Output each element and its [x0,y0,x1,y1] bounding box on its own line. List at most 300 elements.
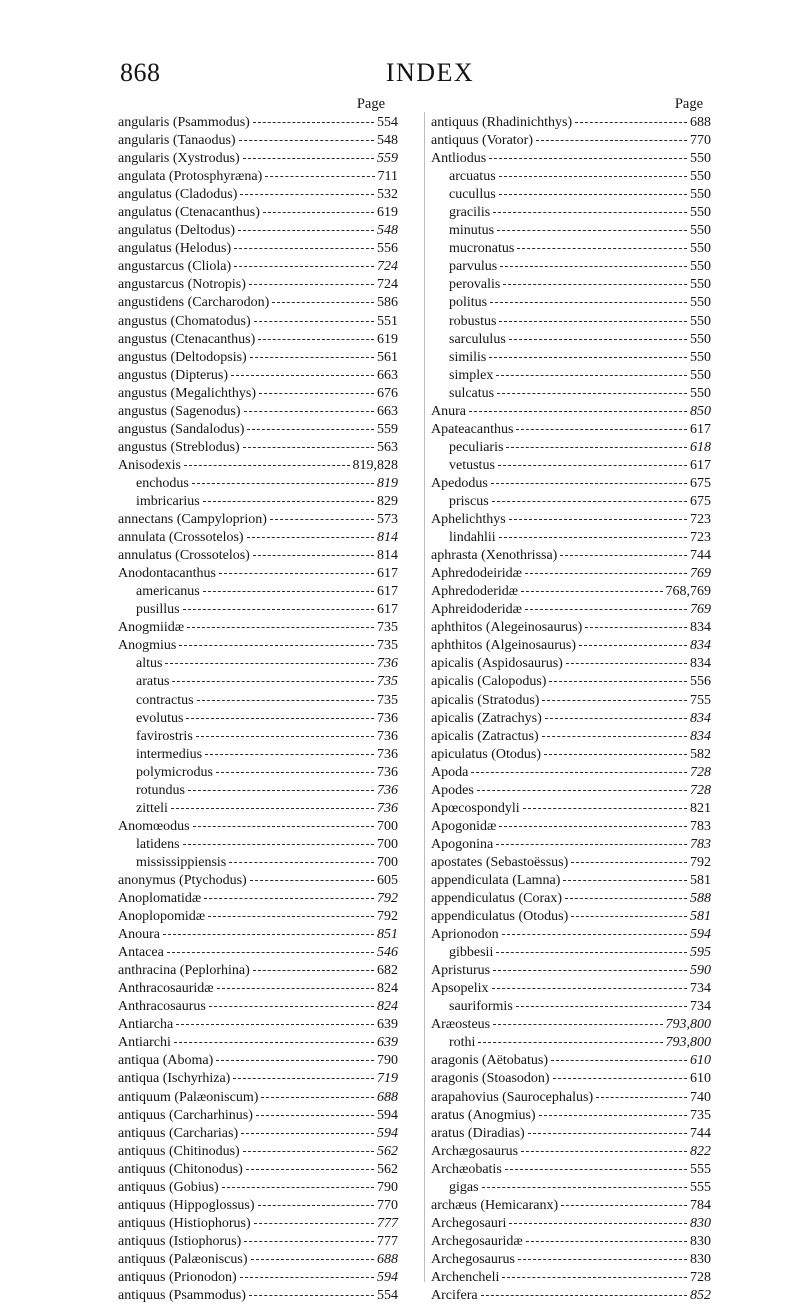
index-entry [431,565,711,583]
index-entry [431,854,711,872]
dot-leader [553,1077,687,1079]
page-title: INDEX [385,58,475,87]
index-page-ref: 770 [377,1197,398,1213]
index-entry [118,818,398,836]
index-page-ref: 605 [377,872,398,888]
index-entry [118,692,398,710]
index-term: angustus (Sagenodus) [118,403,241,419]
index-term: sauriformis [449,999,513,1015]
index-entry [431,944,711,962]
index-page-ref: 755 [690,692,711,708]
index-term: appendiculatus (Corax) [431,891,563,907]
dot-leader [544,753,687,755]
index-term: Apœcospondyli [431,800,520,816]
dot-leader [234,265,374,267]
index-entry [118,114,398,132]
dot-leader [489,157,687,159]
index-page-ref: 555 [690,1179,711,1195]
dot-leader [250,356,374,358]
dot-leader [563,879,687,881]
index-term: simplex [449,367,494,383]
index-page-ref: 550 [690,349,711,365]
index-entry [431,836,711,854]
index-page-ref: 663 [377,403,398,419]
dot-leader [493,211,687,213]
index-page-ref: 550 [690,277,711,293]
dot-leader [500,265,687,267]
index-term: aphrasta (Xenothrissa) [431,548,558,564]
index-page-ref: 834 [690,620,711,636]
index-term: aratus (Anogmius) [431,1107,536,1123]
index-page-ref: 830 [690,1215,711,1231]
index-entry [118,1089,398,1107]
index-entry [431,1179,711,1197]
index-page-ref: 793,800 [665,1035,711,1051]
index-page-ref: 824 [377,999,398,1015]
index-page-ref: 790 [377,1179,398,1195]
index-page-ref: 617 [377,566,398,582]
dot-leader [167,951,374,953]
index-entry [118,331,398,349]
index-page-ref: 834 [690,728,711,744]
index-term: apostates (Sebastoëssus) [431,854,569,870]
index-page-ref: 550 [690,313,711,329]
index-page-ref: 556 [690,674,711,690]
index-page-ref: 792 [377,909,398,925]
index-page-ref: 555 [690,1161,711,1177]
index-term: appendiculata (Lamna) [431,872,561,888]
index-entry [118,511,398,529]
index-term: politus [449,295,488,311]
index-entry [431,926,711,944]
dot-leader [222,1186,374,1188]
dot-leader [241,1132,374,1134]
dot-leader [585,626,687,628]
dot-leader [254,320,374,322]
index-term: zitteli [136,800,168,816]
index-page-ref: 735 [690,1107,711,1123]
index-page-ref: 550 [690,331,711,347]
index-entry [431,637,711,655]
index-term: Archægosaurus [431,1143,519,1159]
index-entry [118,168,398,186]
index-page-ref: 711 [377,169,398,185]
index-page-ref: 814 [377,548,398,564]
dot-leader [489,356,687,358]
index-entry [431,619,711,637]
index-page-ref: 619 [377,205,398,221]
index-page-ref: 550 [690,151,711,167]
index-term: Apodes [431,782,474,798]
index-term: angustarcus (Cliola) [118,259,232,275]
index-entry [118,385,398,403]
index-entry [118,240,398,258]
dot-leader [490,301,687,303]
dot-leader [263,211,374,213]
index-entry [118,601,398,619]
dot-leader [179,644,374,646]
dot-leader [171,807,374,809]
dot-leader [204,897,374,899]
index-page-ref: 821 [690,800,711,816]
index-page-ref: 610 [690,1071,711,1087]
dot-leader [253,121,374,123]
index-page-ref: 852 [690,1288,711,1304]
index-entry [431,385,711,403]
index-term: angulatus (Ctenacanthus) [118,205,260,221]
index-entry [118,962,398,980]
index-entry [118,980,398,998]
index-page-ref: 824 [377,981,398,997]
index-page-ref: 639 [377,1035,398,1051]
dot-leader [176,1023,374,1025]
index-term: antiquus (Chitinodus) [118,1143,240,1159]
index-page-ref: 834 [690,710,711,726]
index-term: antiquus (Rhadinichthys) [431,115,573,130]
index-term: aratus (Diradias) [431,1125,525,1141]
index-page-ref: 588 [690,891,711,907]
index-page-ref: 550 [690,169,711,185]
index-page-ref: 728 [690,782,711,798]
dot-leader [203,500,374,502]
index-entry [431,998,711,1016]
index-page-ref: 559 [377,151,398,167]
index-term: arapahovius (Saurocephalus) [431,1089,594,1105]
dot-leader [244,1240,374,1242]
index-term: robustus [449,313,497,329]
index-term: lindahlii [449,530,496,546]
dot-leader [234,247,374,249]
dot-leader [471,771,687,773]
index-page-ref: 550 [690,241,711,257]
index-entry [431,1070,711,1088]
index-entry [118,132,398,150]
page-number: 868 [120,58,161,87]
index-term: angustus (Megalichthys) [118,385,257,401]
index-entry [431,1287,711,1305]
index-term: rotundus [136,782,185,798]
index-page-ref: 554 [377,1288,398,1304]
index-page-ref: 617 [377,602,398,618]
index-entry [118,746,398,764]
index-entry [118,782,398,800]
dot-leader [196,735,374,737]
dot-leader [187,626,374,628]
index-entry [118,890,398,908]
dot-leader [250,879,374,881]
index-page-ref: 532 [377,187,398,203]
index-term: imbricarius [136,493,200,509]
dot-leader [566,662,687,664]
index-entry [431,475,711,493]
index-entry [118,457,398,475]
index-entry [118,1052,398,1070]
index-entry [431,818,711,836]
dot-leader [536,139,687,141]
index-entry [431,728,711,746]
index-entry [118,1143,398,1161]
index-page-ref: 573 [377,512,398,528]
index-term: angustus (Streblodus) [118,439,240,455]
dot-leader [163,933,374,935]
index-term: aphthitos (Alegeinosaurus) [431,620,583,636]
index-term: Apogonina [431,836,494,852]
index-entry [431,601,711,619]
index-page-ref: 829 [377,493,398,509]
index-entry [118,186,398,204]
index-entry [431,710,711,728]
index-page-ref: 550 [690,205,711,221]
index-page-ref: 550 [690,223,711,239]
index-page-ref: 700 [377,854,398,870]
index-entry [118,1269,398,1287]
index-term: angustus (Chomatodus) [118,313,251,329]
dot-leader [523,807,687,809]
index-page-ref: 550 [690,385,711,401]
index-entry [118,1070,398,1088]
index-term: Anomœodus [118,818,190,834]
index-entry [431,349,711,367]
dot-leader [521,590,662,592]
index-entry [431,782,711,800]
index-page-ref: 736 [377,800,398,816]
index-entry [118,998,398,1016]
index-term: Archencheli [431,1270,500,1285]
index-term: americanus [136,584,200,600]
dot-leader [184,464,350,466]
index-term: Aphreidoderidæ [431,602,522,618]
dot-leader [246,1168,374,1170]
index-entry [431,764,711,782]
index-page-ref: 563 [377,439,398,455]
index-page-ref: 594 [377,1107,398,1123]
index-page-ref: 562 [377,1161,398,1177]
index-entry [118,294,398,312]
right-index-list [431,114,711,1305]
index-page-ref: 793,800 [665,1017,711,1033]
dot-leader [496,951,687,953]
index-page-ref: 790 [377,1053,398,1069]
index-page-ref: 548 [377,133,398,149]
index-entry [431,367,711,385]
index-page-ref: 783 [690,836,711,852]
index-entry [118,403,398,421]
index-entry [118,1287,398,1305]
index-term: Apoda [431,764,469,780]
index-page-ref: 819,828 [352,457,398,473]
index-entry [431,655,711,673]
index-term: gracilis [449,205,491,221]
index-term: Aræosteus [431,1017,491,1033]
index-term: intermedius [136,746,203,762]
index-page-ref: 728 [690,764,711,780]
index-term: priscus [449,493,489,509]
index-term: Anogmiidæ [118,620,185,636]
index-entry [431,403,711,421]
index-term: angularis (Psammodus) [118,115,250,130]
dot-leader [270,518,374,520]
index-page-ref: 688 [377,1251,398,1267]
index-page-ref: 551 [377,313,398,329]
dot-leader [551,1059,687,1061]
index-entry [431,962,711,980]
index-entry [118,547,398,565]
index-entry [431,276,711,294]
index-entry [118,1161,398,1179]
index-entry [431,673,711,691]
index-page-ref: 700 [377,836,398,852]
index-term: antiquus (Vorator) [431,133,533,149]
index-entry [431,168,711,186]
index-term: apiculatus (Otodus) [431,746,542,762]
index-term: apicalis (Calopodus) [431,674,547,690]
dot-leader [517,247,687,249]
index-page-ref: 784 [690,1197,711,1213]
index-entry [431,493,711,511]
index-page-ref: 736 [377,710,398,726]
dot-leader [253,969,374,971]
index-page-ref: 723 [690,512,711,528]
dot-leader [243,157,374,159]
index-term: parvulus [449,259,498,275]
dot-leader [477,789,687,791]
index-page-ref: 744 [690,548,711,564]
dot-leader [265,175,374,177]
dot-leader [525,572,687,574]
index-term: Apsopelix [431,981,489,997]
dot-leader [526,1240,687,1242]
dot-leader [247,428,374,430]
index-page-ref: 581 [690,872,711,888]
index-term: Antacea [118,945,164,961]
index-term: mississippiensis [136,854,227,870]
index-term: evolutus [136,710,184,726]
index-term: Aphredodeiridæ [431,566,522,582]
index-term: Antliodus [431,151,487,167]
index-entry [118,673,398,691]
page-column-label: Page [356,96,385,112]
dot-leader [542,699,687,701]
index-term: Anthracosauridæ [118,981,214,997]
index-entry [431,222,711,240]
dot-leader [259,392,374,394]
index-term: archæus (Hemicaranx) [431,1197,559,1213]
dot-leader [192,482,374,484]
index-entry [431,439,711,457]
index-entry [431,150,711,168]
index-page-ref: 700 [377,818,398,834]
dot-leader [498,464,687,466]
index-term: Apristurus [431,963,491,979]
index-term: minutus [449,223,495,239]
index-term: angustus (Ctenacanthus) [118,331,256,347]
index-entry [431,1016,711,1034]
index-page-ref: 546 [377,945,398,961]
dot-leader [193,825,374,827]
index-entry [118,1251,398,1269]
index-page-ref: 610 [690,1053,711,1069]
index-page-ref: 735 [377,638,398,654]
dot-leader [549,680,687,682]
index-entry [431,132,711,150]
index-entry [431,1233,711,1251]
left-index-list [118,114,398,1305]
index-entry [118,619,398,637]
index-term: Anoplomatidæ [118,891,202,907]
index-page-ref: 617 [690,421,711,437]
dot-leader [571,915,687,917]
index-page-ref: 675 [690,475,711,491]
index-entry [118,222,398,240]
dot-leader [561,1204,687,1206]
index-entry [118,493,398,511]
dot-leader [492,987,687,989]
index-entry [118,1107,398,1125]
dot-leader [571,861,687,863]
index-page-ref: 769 [690,602,711,618]
index-entry [118,204,398,222]
dot-leader [539,1114,687,1116]
dot-leader [205,753,374,755]
index-term: angulata (Protosphyræna) [118,169,263,185]
index-term: apicalis (Aspidosaurus) [431,656,563,672]
dot-leader [575,121,687,123]
index-page-ref: 740 [690,1089,711,1105]
index-entry [431,114,711,132]
index-page-ref: 582 [690,746,711,762]
index-term: antiquus (Carcharhinus) [118,1107,253,1123]
index-page-ref: 581 [690,909,711,925]
dot-leader [579,644,687,646]
index-page-ref: 736 [377,746,398,762]
index-page-ref: 792 [690,854,711,870]
index-entry [118,439,398,457]
dot-leader [217,987,374,989]
index-term: similis [449,349,487,365]
column-divider [424,112,425,1282]
index-term: Apedodus [431,475,488,491]
index-term: vetustus [449,457,495,473]
dot-leader [243,446,374,448]
index-page-ref: 559 [377,421,398,437]
dot-leader [197,699,374,701]
index-term: angularis (Tanaodus) [118,133,236,149]
index-term: favirostris [136,728,193,744]
index-term: apicalis (Stratodus) [431,692,540,708]
index-page-ref: 719 [377,1071,398,1087]
index-entry [118,565,398,583]
index-page-ref: 562 [377,1143,398,1159]
index-term: latidens [136,836,180,852]
index-term: antiquus (Psammodus) [118,1288,246,1304]
index-entry [118,1016,398,1034]
index-page-ref: 594 [377,1125,398,1141]
index-term: aratus [136,674,170,690]
index-term: Archegosauri [431,1215,507,1231]
index-term: annectans (Campyloprion) [118,512,267,528]
index-page-ref: 792 [377,891,398,907]
index-term: altus [136,656,163,672]
index-entry [118,583,398,601]
index-page-ref: 736 [377,782,398,798]
index-term: angularis (Xystrodus) [118,151,240,167]
index-term: angustarcus (Notropis) [118,277,246,293]
index-page-ref: 550 [690,367,711,383]
dot-leader [183,608,374,610]
index-term: antiqua (Aboma) [118,1053,214,1069]
index-term: polymicrodus [136,764,213,780]
index-page-ref: 618 [690,439,711,455]
